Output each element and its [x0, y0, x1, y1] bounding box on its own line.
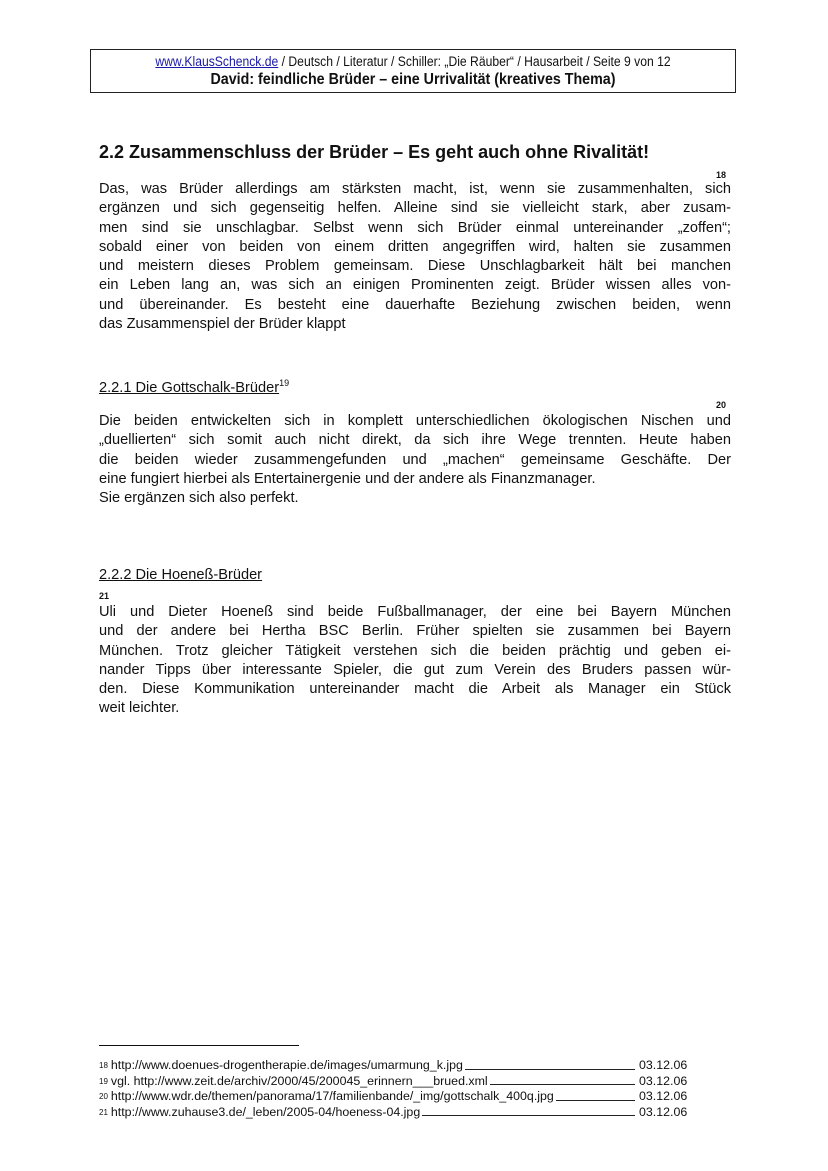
footnote-leader: [465, 1058, 635, 1070]
paragraph-line: Uli und Dieter Hoeneß sind beide Fußballmanager, der eine bei Bayern München: [99, 604, 731, 620]
paragraph-line: weit leichter.: [99, 700, 180, 717]
footnote-url[interactable]: http://www.doenues-drogentherapie.de/images/umarmung_k.jpg: [110, 1058, 463, 1072]
paragraph-line: und übereinander. Es besteht eine dauerhafte Beziehung zwischen beiden, wenn: [99, 296, 731, 313]
paragraph-line: „duellierten“ sich somit auch nicht direkt, da sich ihre Wege trennten. Heute haben: [99, 432, 731, 449]
footnote-marker-20: 20: [716, 400, 727, 410]
footnote-number: 21: [99, 1107, 108, 1117]
page-header: [90, 49, 736, 93]
paragraph-line: sobald einer von beiden von einem dritten angegriffen wird, halten sie zusammen: [99, 238, 731, 255]
section-title: 2.2 Zusammenschluss der Brüder – Es geht auch ohne Rivalität!: [99, 142, 650, 162]
footnote-19: [99, 1074, 699, 1090]
footnote-marker-18: 18: [716, 170, 727, 180]
footnote-url[interactable]: http://www.wdr.de/themen/panorama/17/familienbande/_img/gottschalk_400q.jpg: [110, 1089, 554, 1103]
paragraph-line: Das, was Brüder allerdings am stärksten macht, ist, wenn sie zusammenhalten, sich: [99, 181, 731, 197]
paragraph-line: das Zusammenspiel der Brüder klappt: [99, 316, 346, 333]
paragraph-line: die beiden wieder zusammengefunden und „machen“ gemeinsame Geschäfte. Der: [99, 451, 731, 468]
footnote-ref-19: 19: [279, 378, 290, 388]
footnote-date: 03.12.06: [639, 1104, 688, 1119]
gottschalk-paragraph: [99, 412, 731, 508]
footnotes: [99, 1058, 699, 1120]
subsection-title-gottschalk: [99, 374, 289, 398]
paragraph-line: und meistern dieses Problem gemeinsam. Diese Unschlagbarkeit hält bei manchen: [99, 258, 731, 275]
paragraph-line: den. Diese Kommunikation untereinander macht die Arbeit als Manager ein Stück: [99, 681, 731, 698]
paragraph-line: eine fungiert hierbei als Entertainergenie und der andere als Finanzmanager.: [99, 470, 596, 487]
footnote-divider: [99, 1045, 299, 1046]
paragraph-line: ergänzen und sich gegenseitig helfen. Alleine sind sie vielleicht stark, aber zusam-: [99, 200, 731, 217]
paragraph-line: und der andere bei Hertha BSC Berlin. Früher spielten sie zusammen bei Bayern: [99, 623, 731, 640]
footnote-20: [99, 1089, 699, 1105]
footnote-date: 03.12.06: [639, 1073, 688, 1088]
hoeness-paragraph: [99, 603, 731, 719]
paragraph-line: men sind sie unschlagbar. Selbst wenn sich Brüder einmal untereinander „zoffen“;: [99, 219, 731, 236]
footnote-leader: [490, 1074, 635, 1086]
header-breadcrumb-line: [123, 54, 703, 70]
footnote-marker-21: 21: [99, 591, 110, 601]
footnote-url[interactable]: http://www.zuhause3.de/_leben/2005-04/hoeness-04.jpg: [110, 1104, 421, 1119]
paragraph-line: ein Leben lang an, was sich an einigen Prominenten zeigt. Brüder wissen alles von-: [99, 277, 731, 294]
footnote-18: [99, 1058, 699, 1074]
header-subtitle: David: feindliche Brüder – eine Urrivalität (kreatives Thema): [210, 71, 616, 88]
header-breadcrumb: / Deutsch / Literatur / Schiller: „Die Räuber“ / Hausarbeit / Seite 9 von 12: [278, 54, 671, 69]
section-paragraph: [99, 180, 731, 334]
subsection-title-hoeness: 2.2.2 Die Hoeneß-Brüder: [99, 567, 263, 583]
paragraph-line: nander Tipps über interessante Spieler, die gut zum Verein des Bruders passen wür-: [99, 661, 731, 678]
footnote-leader: [422, 1105, 635, 1117]
footnote-date: 03.12.06: [639, 1089, 688, 1103]
paragraph-line: Die beiden entwickelten sich in komplett unterschiedlichen ökologischen Nischen und: [99, 413, 731, 429]
footnote-number: 19: [99, 1076, 108, 1086]
footnote-number: 20: [99, 1092, 108, 1101]
footnote-date: 03.12.06: [639, 1058, 688, 1072]
footnote-number: 18: [99, 1061, 108, 1070]
footnote-leader: [556, 1089, 635, 1101]
site-link[interactable]: www.KlausSchenck.de: [155, 54, 279, 69]
subsection-title-text: 2.2.1 Die Gottschalk-Brüder: [99, 380, 280, 396]
paragraph-line: Sie ergänzen sich also perfekt.: [99, 490, 299, 507]
footnote-url[interactable]: vgl. http://www.zeit.de/archiv/2000/45/200045_erinnern___brued.xml: [110, 1073, 488, 1088]
footnote-21: [99, 1105, 699, 1121]
paragraph-line: München. Trotz gleicher Tätigkeit verstehen sich die beiden prächtig und geben ei-: [99, 642, 731, 659]
